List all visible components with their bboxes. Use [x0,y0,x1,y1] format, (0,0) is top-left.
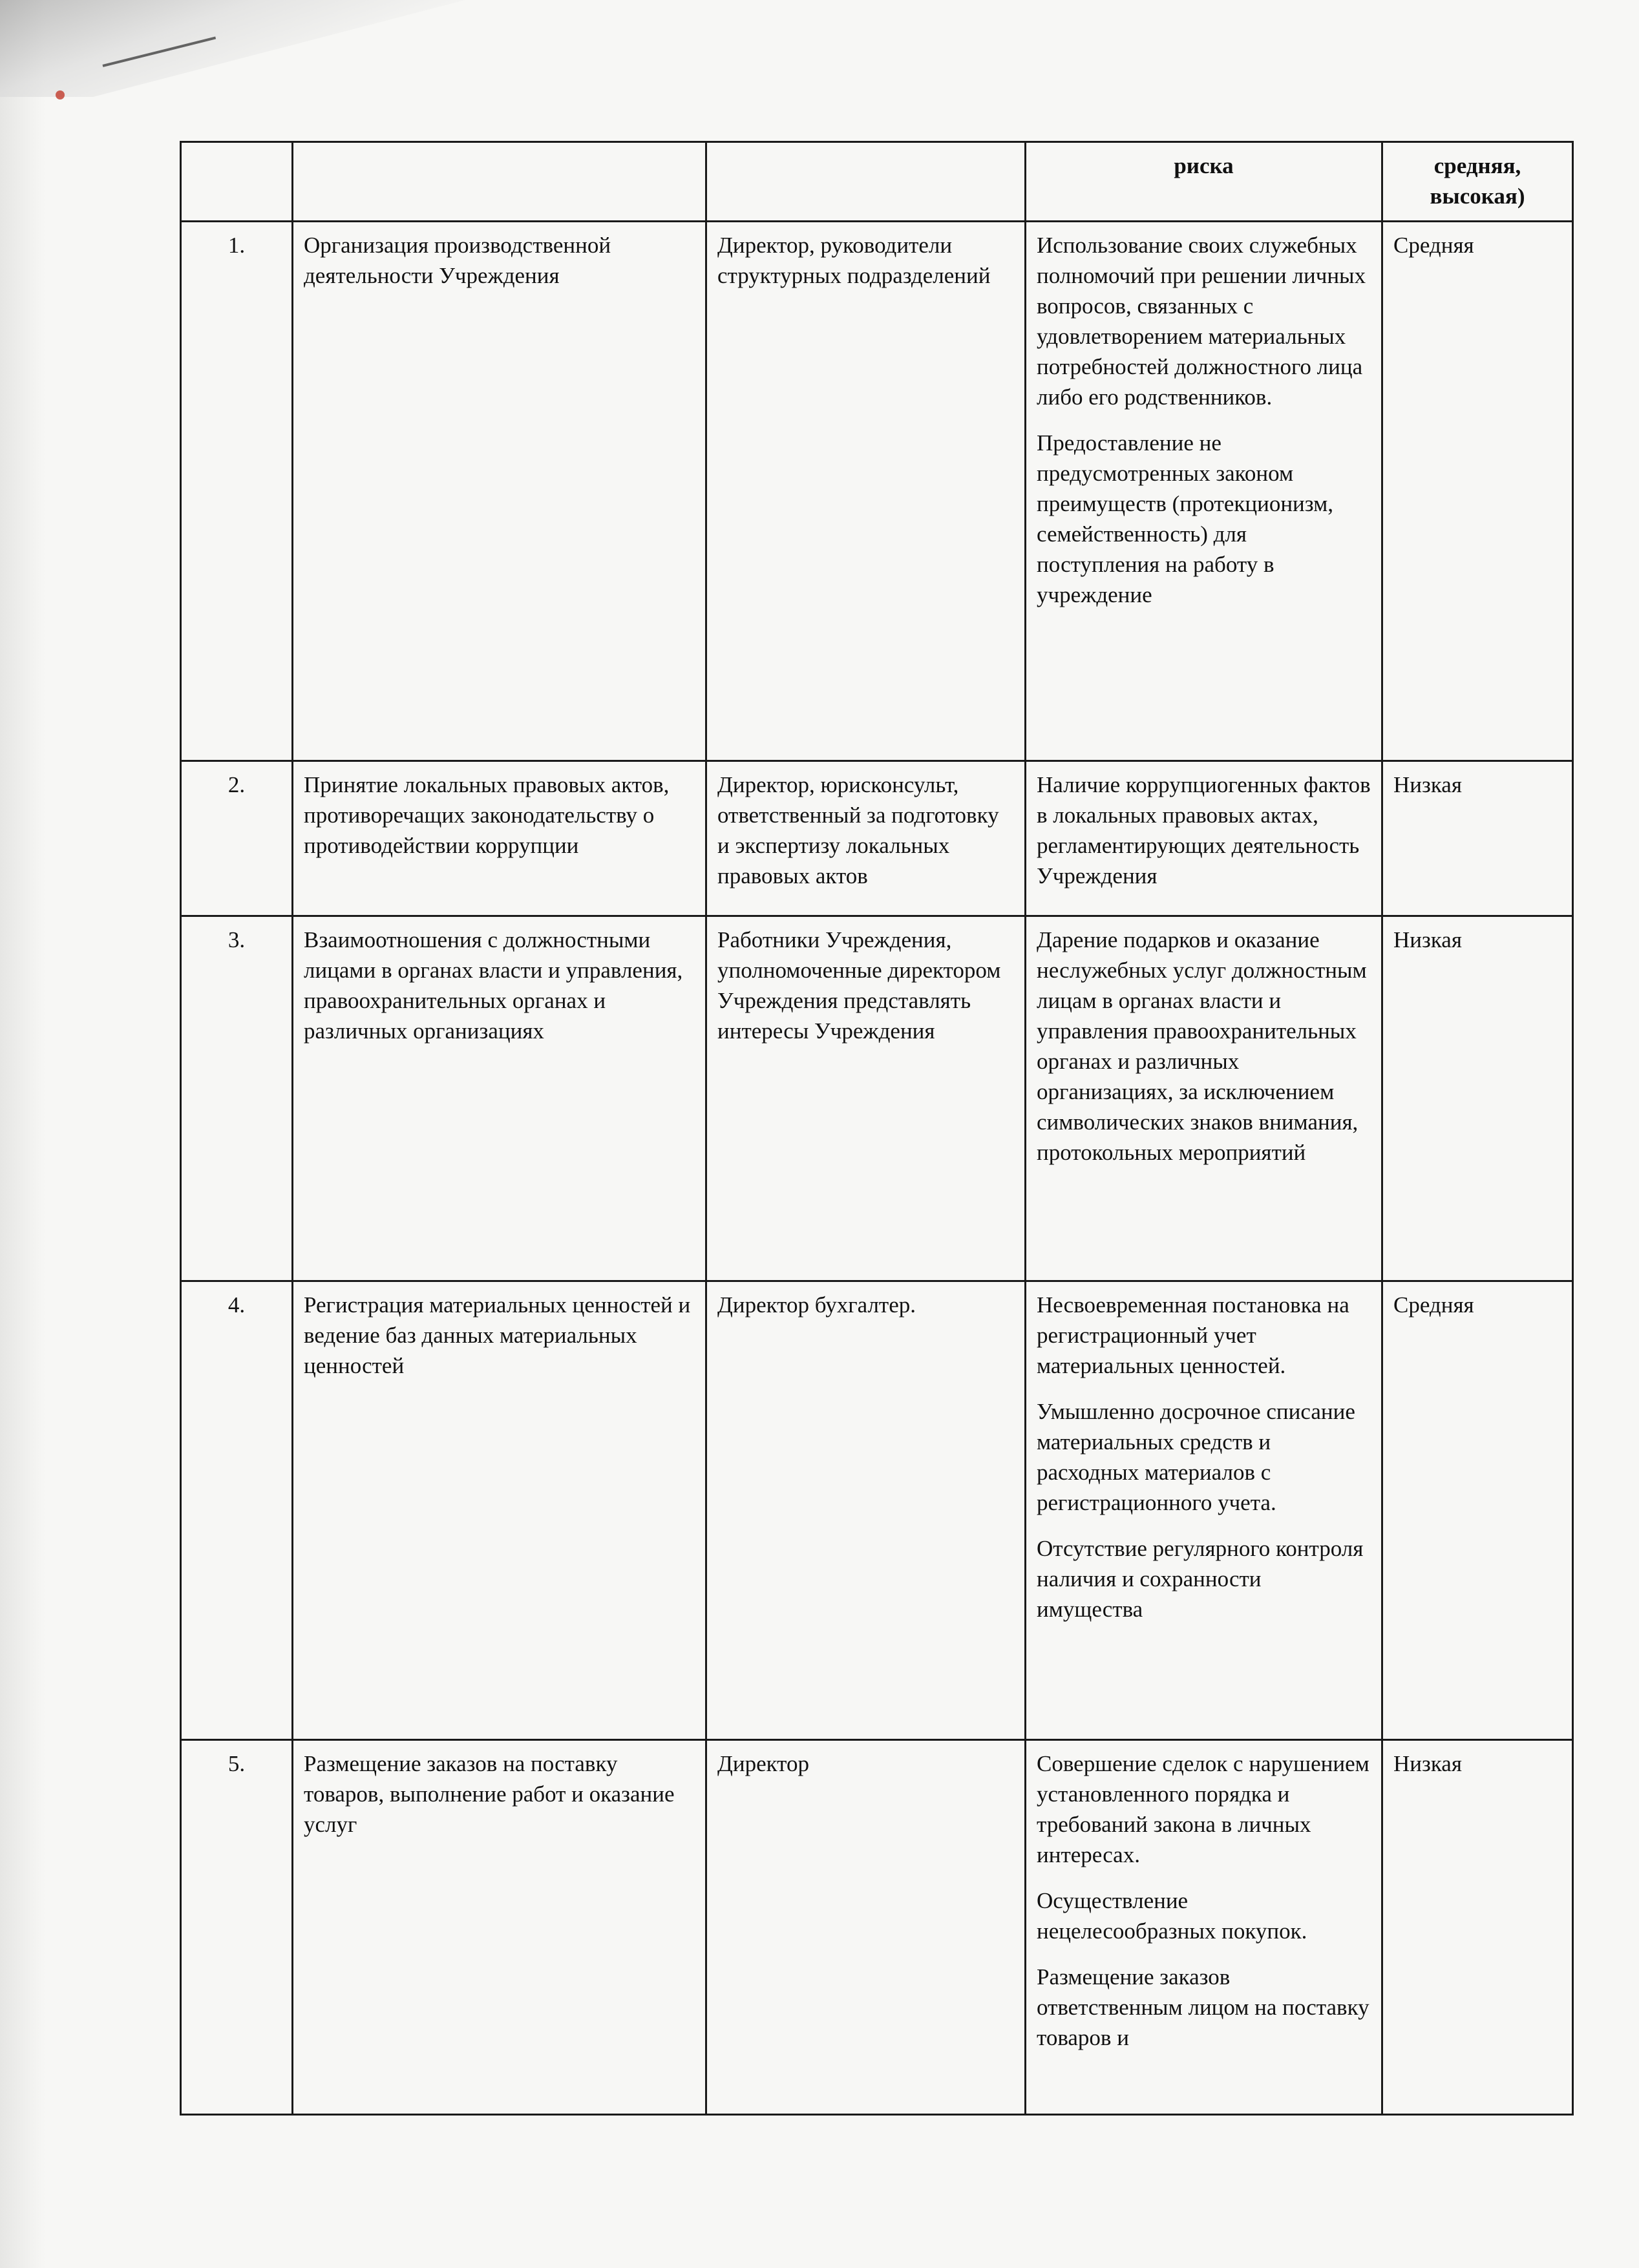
risk-paragraph: Отсутствие регулярного контроля наличия и сохранности имущества [1037,1536,1364,1622]
row-number: 1. [181,222,293,761]
level-cell: Средняя [1382,1281,1573,1740]
risk-paragraph: Использование своих служебных полномочий при решении личных вопросов, связанных с удовлетворением материальных потребностей должностного лица либо его родственников. [1037,233,1366,410]
table-row [181,222,1573,761]
level-cell: Низкая [1382,916,1573,1281]
level-cell: Средняя [1382,222,1573,761]
table-row [181,1740,1573,2115]
risk-cell [1026,222,1382,761]
row-number: 4. [181,1281,293,1740]
page-edge-shadow [0,0,45,2268]
process-cell: Принятие локальных правовых актов, противоречащих законодательству о противодействии коррупции [293,761,706,916]
folded-corner-shadow [0,0,465,97]
table-header-row [181,142,1573,222]
positions-cell: Работники Учреждения, уполномоченные директором Учреждения представлять интересы Учреждения [706,916,1026,1281]
risk-cell [1026,761,1382,916]
header-cell-positions [706,142,1026,222]
positions-cell: Директор, руководители структурных подразделений [706,222,1026,761]
table-row [181,916,1573,1281]
header-cell-process [293,142,706,222]
red-dot-mark [56,90,65,100]
risk-paragraph: Предоставление не предусмотренных законом преимуществ (протекционизм, семейственность) для поступления на работу в учреждение [1037,430,1334,607]
header-cell-num [181,142,293,222]
header-cell-level: средняя, высокая) [1382,142,1573,222]
risk-paragraph: Совершение сделок с нарушением установленного порядка и требований закона в личных интересах. [1037,1751,1369,1867]
level-cell: Низкая [1382,1740,1573,2115]
header-cell-risk: риска [1026,142,1382,222]
process-cell: Размещение заказов на поставку товаров, выполнение работ и оказание услуг [293,1740,706,2115]
risk-paragraph: Осуществление нецелесообразных покупок. [1037,1888,1307,1944]
process-cell: Взаимоотношения с должностными лицами в органах власти и управления, правоохранительных органах и различных организациях [293,916,706,1281]
positions-cell: Директор [706,1740,1026,2115]
risk-cell [1026,1740,1382,2115]
risk-paragraph: Несвоевременная постановка на регистрационный учет материальных ценностей. [1037,1292,1349,1378]
row-number: 2. [181,761,293,916]
process-cell: Регистрация материальных ценностей и ведение баз данных материальных ценностей [293,1281,706,1740]
row-number: 3. [181,916,293,1281]
risk-paragraph: Наличие коррупциогенных фактов в локальных правовых актах, регламентирующих деятельность Учреждения [1037,772,1371,888]
positions-cell: Директор, юрисконсульт, ответственный за подготовку и экспертизу локальных правовых актов [706,761,1026,916]
risk-cell [1026,916,1382,1281]
risk-cell [1026,1281,1382,1740]
positions-cell: Директор бухгалтер. [706,1281,1026,1740]
risk-paragraph: Умышленно досрочное списание материальных средств и расходных материалов с регистрационного учета. [1037,1399,1355,1515]
corruption-risk-table [180,141,1574,2116]
table-row [181,761,1573,916]
process-cell: Организация производственной деятельности Учреждения [293,222,706,761]
risk-paragraph: Дарение подарков и оказание неслужебных услуг должностным лицам в органах власти и управления правоохранительных органах и различных организациях, за исключением символических знаков внимания, протокольных мероприятий [1037,927,1367,1165]
row-number: 5. [181,1740,293,2115]
risk-paragraph: Размещение заказов ответственным лицом на поставку товаров и [1037,1964,1369,2050]
table-row [181,1281,1573,1740]
level-cell: Низкая [1382,761,1573,916]
